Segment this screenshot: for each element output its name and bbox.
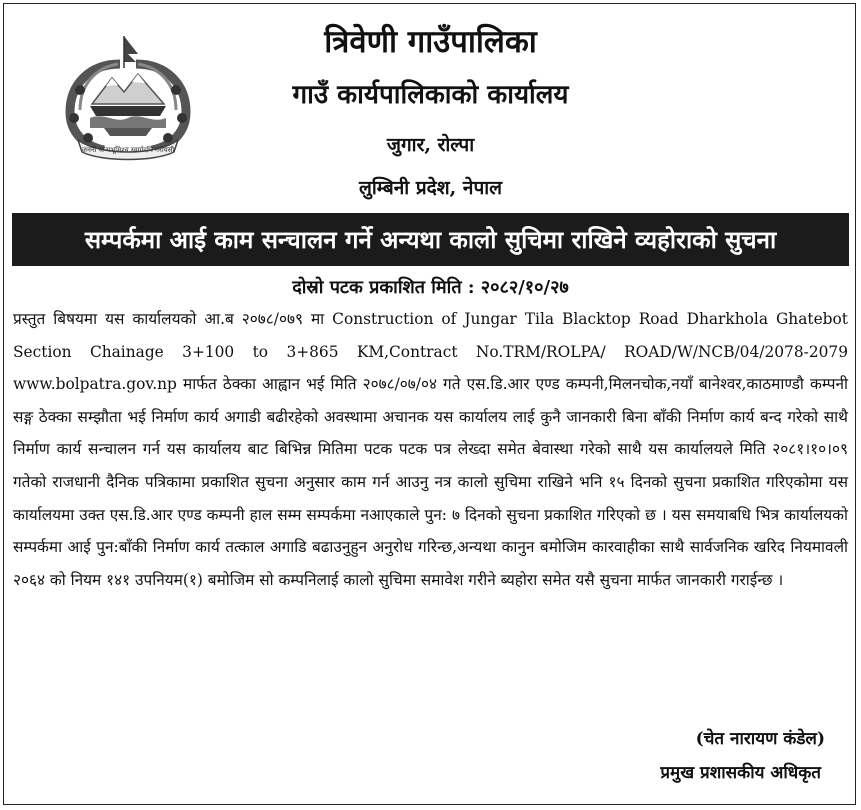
notice-title-banner [12,213,849,266]
office-subtitle: गाउँ कार्यपालिकाको कार्यालय [292,80,569,110]
publication-date: दोस्रो पटक प्रकाशित मिति : २०८२/१०/२७ [292,277,569,298]
emblem-motto: जननी जन्मभूमिश्च स्वर्गादपि गरीयसी [81,146,175,154]
signer-name: (चेत नारायण कंडेल) [695,729,825,749]
office-place: जुगार, रोल्पा [386,134,475,156]
signer-title: प्रमुख प्रशासकीय अधिकृत [660,763,821,783]
office-name: त्रिवेणी गाउँपालिका [324,24,537,60]
notice-title: सम्पर्कमा आई काम सन्चालन गर्ने अन्यथा कालो सुचिमा राखिने व्यहोराको सुचना [84,225,777,254]
notice-body: प्रस्तुत बिषयमा यस कार्यालयको आ.ब २०७८/०७९ मा Construction of Jungar Tila Blacktop Road Dharkhola Ghatebot Section Chainage 3+100 to 3+865 KM,Contract No.TRM/ROLPA/ ROAD/W/NCB/04/2078-2079 www.bolpatra.gov.np मार्फत ठेक्का आह्वान भई मिति २०७८/०७/०४ गते एस.डि.आर एण्ड कम्पनी,मिलनचोक,नयाँ बानेश्वर,काठमाण्डौ कम्पनी सङ्ग ठेक्का सम्झौता भई निर्माण कार्य अगाडी बढीरहेको अवस्थामा अचानक यस कार्यालय लाई कुनै जानकारी बिना बाँकी निर्माण कार्य बन्द गरेको साथै निर्माण कार्य सन्चालन गर्न यस कार्यालय बाट बिभिन्न मितिमा पटक पटक पत्र लेख्दा समेत बेवास्था गरेको साथै यस कार्यालयले मिति २०८१।१०।०९ गतेको राजधानी दैनिक पत्रिकामा प्रकाशित सुचना अनुसार काम गर्न आउनु नत्र कालो सुचिमा राखिने भनि १५ दिनको सुचना प्रकाशित गरिएकोमा यस कार्यालयमा उक्त एस.डि.आर एण्ड कम्पनी हाल सम्म सम्पर्कमा नआएकाले पुन: ७ दिनको सुचना प्रकाशित गरिएको छ । यस समयाबधि भित्र कार्यालयको सम्पर्कमा आई पुन:बाँकी निर्माण कार्य तत्काल अगाडि बढाउनुहुन अनुरोध गरिन्छ,अन्यथा कानुन बमोजिम कारवाहीका साथै सार्वजनिक खरिद नियमावली २०६४ को नियम १४१ उपनियम(१) बमोजिम सो कम्पनिलाई कालो सुचिमा समावेश गरीने ब्यहोरा समेत यसै सुचना मार्फत जानकारी गराईन्छ । [13,310,848,589]
office-province: लुम्बिनी प्रदेश, नेपाल [358,177,503,199]
